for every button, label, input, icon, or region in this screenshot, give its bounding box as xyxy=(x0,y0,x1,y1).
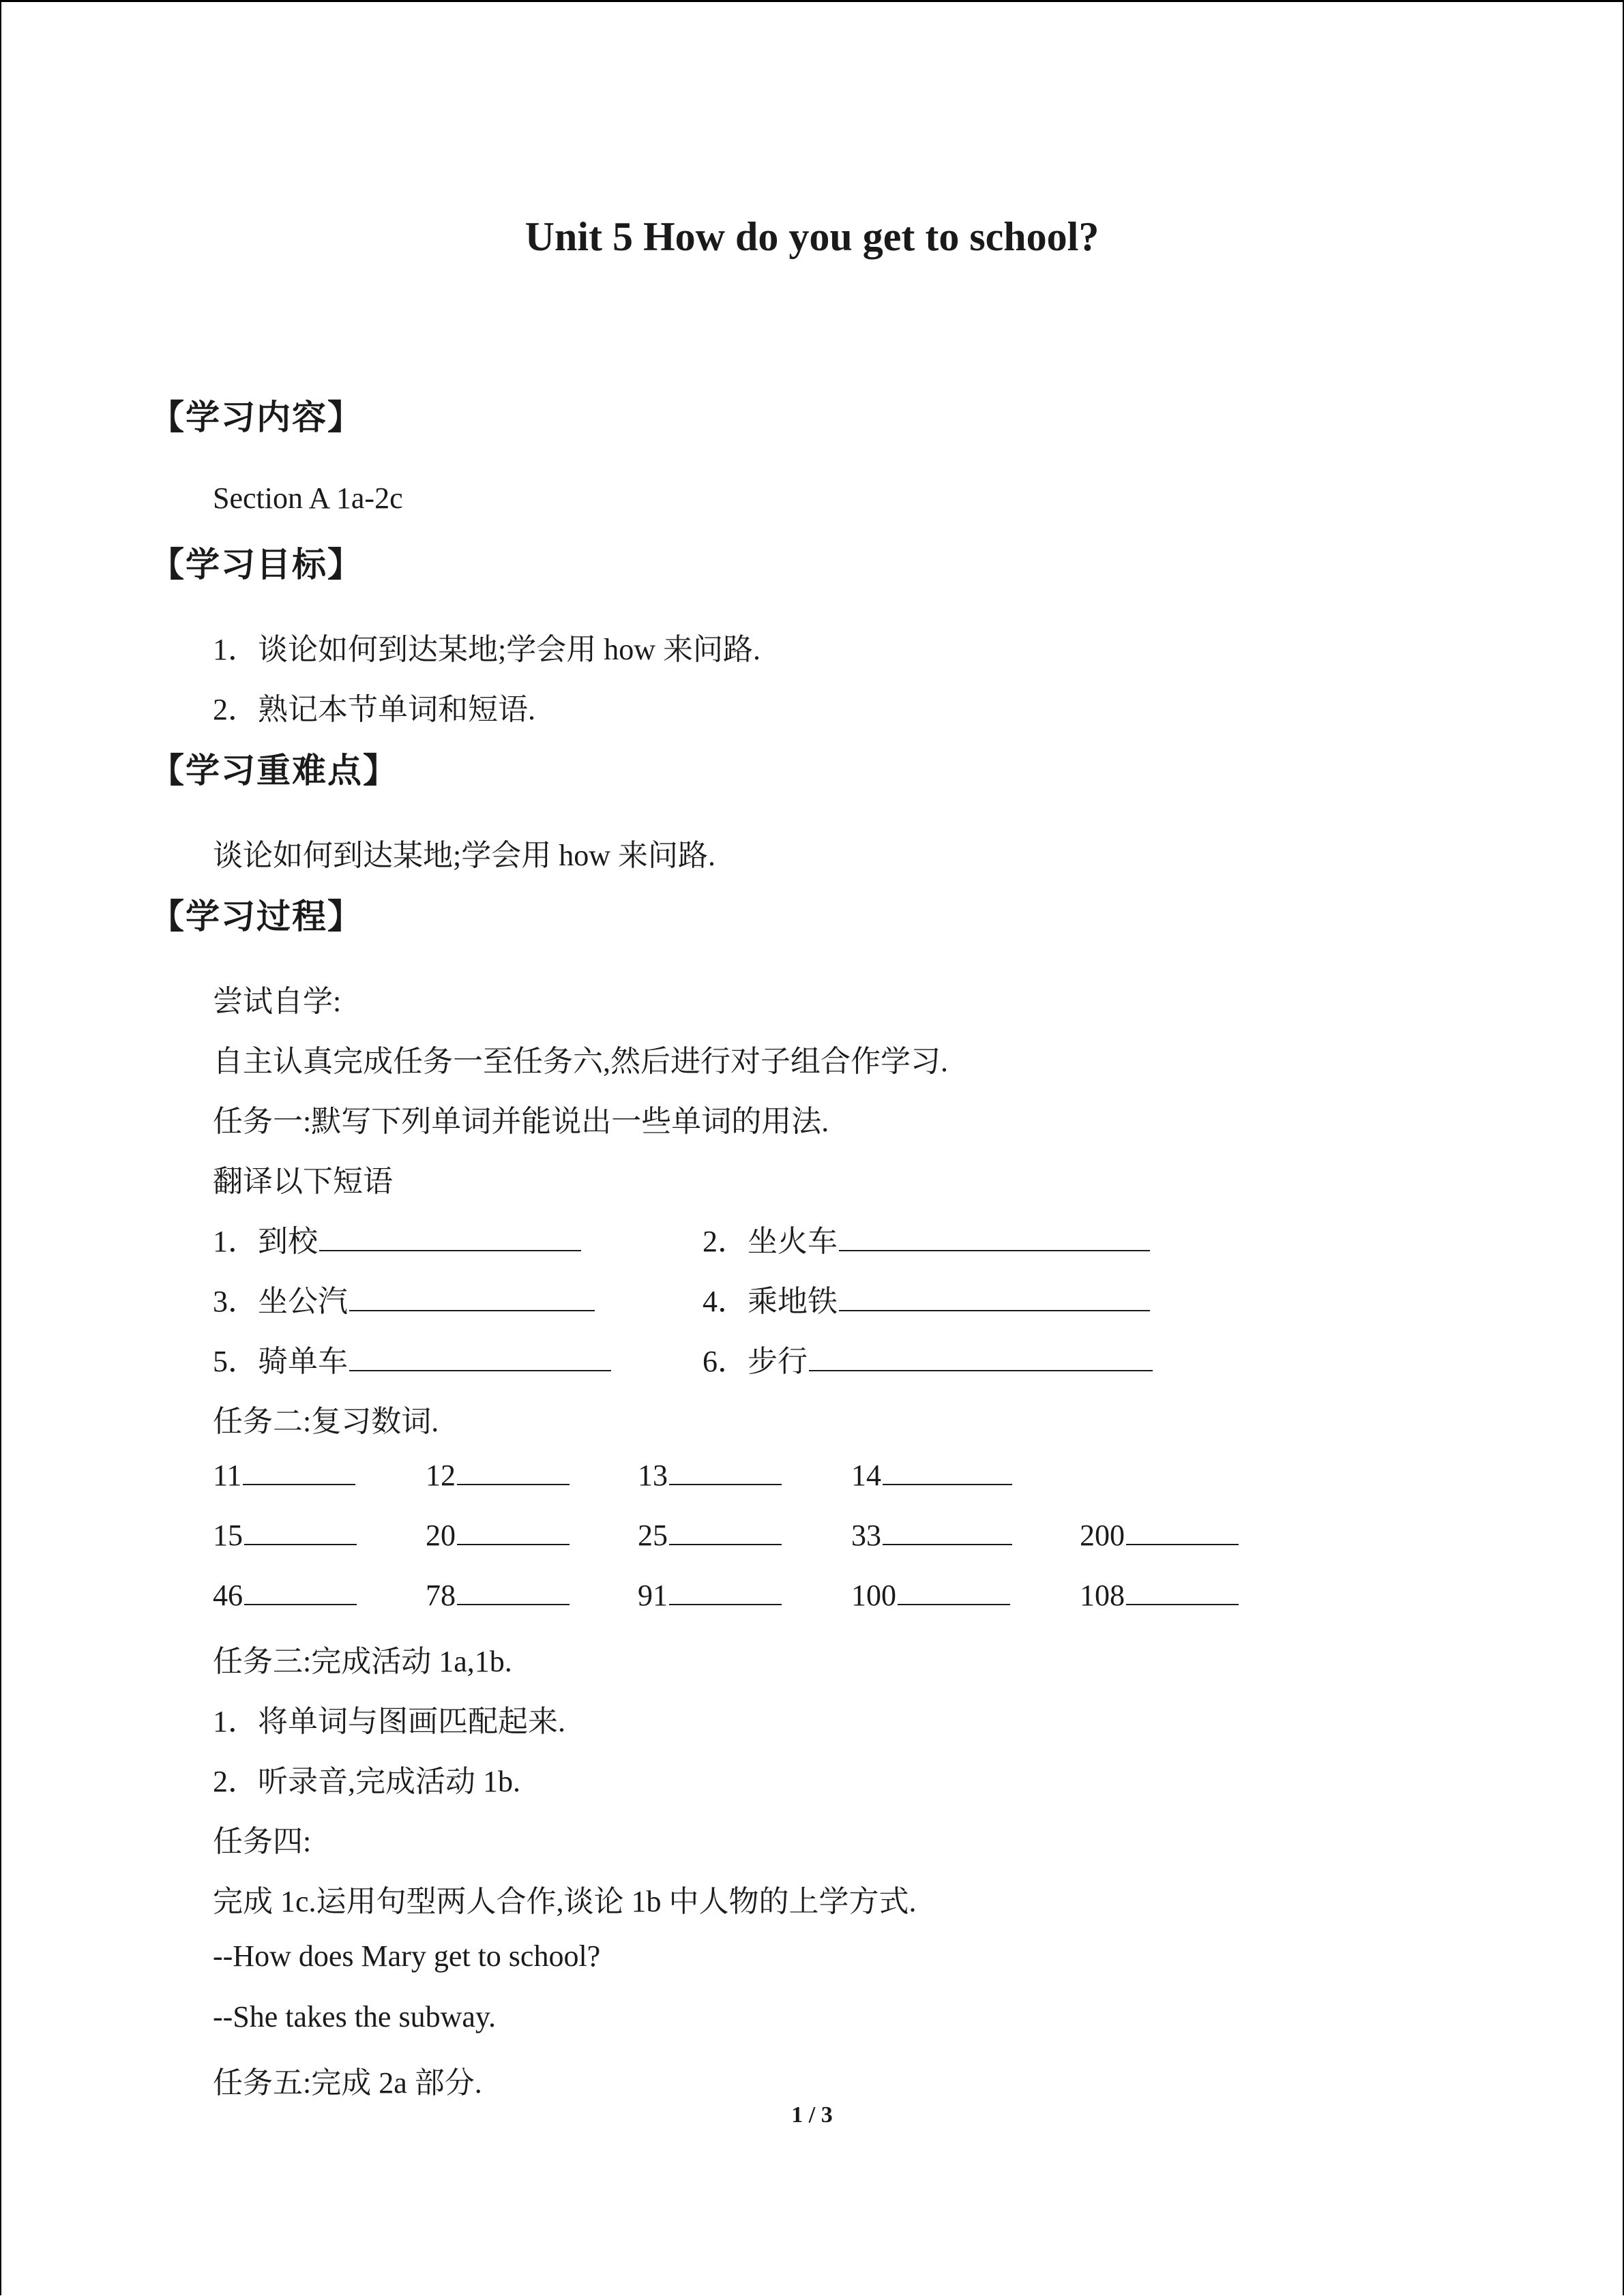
page-indicator: 1 / 3 xyxy=(791,2102,833,2128)
number-item xyxy=(426,1517,570,1553)
answer-blank[interactable] xyxy=(669,1517,782,1545)
number-item xyxy=(213,1457,355,1493)
number-label: 100 xyxy=(851,1579,896,1612)
answer-blank[interactable] xyxy=(809,1343,1153,1371)
dialogue-line: --She takes the subway. xyxy=(213,2000,497,2033)
answer-blank[interactable] xyxy=(244,1517,357,1545)
answer-blank[interactable] xyxy=(839,1283,1150,1311)
answer-blank[interactable] xyxy=(457,1517,570,1545)
phrase-item xyxy=(703,1277,1150,1320)
number-label: 200 xyxy=(1080,1519,1125,1552)
number-label: 13 xyxy=(638,1459,668,1492)
answer-blank[interactable] xyxy=(457,1457,570,1485)
number-item xyxy=(638,1517,782,1553)
phrase-label: 3．坐公汽 xyxy=(213,1285,348,1318)
answer-blank[interactable] xyxy=(1126,1517,1239,1545)
goals-heading: 【学习目标】 xyxy=(150,545,363,584)
number-item xyxy=(1080,1517,1239,1553)
number-label: 108 xyxy=(1080,1579,1125,1612)
phrase-item xyxy=(213,1277,595,1320)
task3-item: 1．将单词与图画匹配起来. xyxy=(213,1705,565,1738)
phrase-label: 1．到校 xyxy=(213,1225,318,1258)
task5-text: 任务五:完成 2a 部分. xyxy=(213,2066,482,2100)
answer-blank[interactable] xyxy=(349,1283,595,1311)
number-label: 11 xyxy=(213,1459,242,1492)
task3-item: 2．听录音,完成活动 1b. xyxy=(213,1765,520,1798)
phrase-item xyxy=(703,1217,1150,1260)
number-item xyxy=(426,1457,570,1493)
number-item xyxy=(213,1517,357,1553)
number-label: 14 xyxy=(851,1459,881,1492)
number-label: 33 xyxy=(851,1519,881,1552)
answer-blank[interactable] xyxy=(883,1457,1012,1485)
content-text: Section A 1a-2c xyxy=(213,481,403,515)
number-label: 25 xyxy=(638,1519,668,1552)
page-title: Unit 5 How do you get to school? xyxy=(525,214,1099,259)
number-label: 15 xyxy=(213,1519,243,1552)
key-points-heading: 【学习重难点】 xyxy=(150,751,398,790)
phrase-label: 4．乘地铁 xyxy=(703,1285,838,1318)
number-label: 78 xyxy=(426,1579,456,1612)
translate-label: 翻译以下短语 xyxy=(213,1165,393,1198)
number-item xyxy=(426,1577,570,1613)
number-label: 12 xyxy=(426,1459,456,1492)
answer-blank[interactable] xyxy=(669,1457,782,1485)
goal-item: 2．熟记本节单词和短语. xyxy=(213,693,535,726)
instruction-text: 自主认真完成任务一至任务六,然后进行对子组合作学习. xyxy=(213,1045,948,1078)
phrase-item xyxy=(213,1337,611,1380)
phrase-label: 6．步行 xyxy=(703,1345,808,1378)
process-heading: 【学习过程】 xyxy=(150,897,363,936)
number-label: 91 xyxy=(638,1579,668,1612)
answer-blank[interactable] xyxy=(883,1517,1012,1545)
answer-blank[interactable] xyxy=(669,1577,782,1605)
task4-text: 任务四: xyxy=(213,1825,312,1858)
dialogue-line: --How does Mary get to school? xyxy=(213,1939,601,1973)
task4-description: 完成 1c.运用句型两人合作,谈论 1b 中人物的上学方式. xyxy=(213,1885,917,1918)
task1-text: 任务一:默写下列单词并能说出一些单词的用法. xyxy=(213,1105,829,1138)
task2-text: 任务二:复习数词. xyxy=(213,1405,439,1438)
number-item xyxy=(213,1577,357,1613)
number-item xyxy=(851,1457,1012,1493)
answer-blank[interactable] xyxy=(839,1223,1150,1251)
answer-blank[interactable] xyxy=(243,1457,355,1485)
answer-blank[interactable] xyxy=(349,1343,611,1371)
number-label: 46 xyxy=(213,1579,243,1612)
number-label: 20 xyxy=(426,1519,456,1552)
number-item xyxy=(638,1577,782,1613)
content-heading: 【学习内容】 xyxy=(150,398,363,437)
phrase-item xyxy=(213,1217,581,1260)
number-item xyxy=(851,1577,1010,1613)
answer-blank[interactable] xyxy=(898,1577,1010,1605)
answer-blank[interactable] xyxy=(319,1223,581,1251)
try-self-label: 尝试自学: xyxy=(213,985,342,1018)
task3-text: 任务三:完成活动 1a,1b. xyxy=(213,1645,512,1678)
goal-item: 1．谈论如何到达某地;学会用 how 来问路. xyxy=(213,633,761,666)
phrase-label: 5．骑单车 xyxy=(213,1345,348,1378)
number-item xyxy=(1080,1577,1239,1613)
answer-blank[interactable] xyxy=(457,1577,570,1605)
phrase-item xyxy=(703,1337,1153,1380)
number-item xyxy=(638,1457,782,1493)
number-item xyxy=(851,1517,1012,1553)
key-points-text: 谈论如何到达某地;学会用 how 来问路. xyxy=(213,839,715,872)
phrase-label: 2．坐火车 xyxy=(703,1225,838,1258)
answer-blank[interactable] xyxy=(244,1577,357,1605)
answer-blank[interactable] xyxy=(1126,1577,1239,1605)
